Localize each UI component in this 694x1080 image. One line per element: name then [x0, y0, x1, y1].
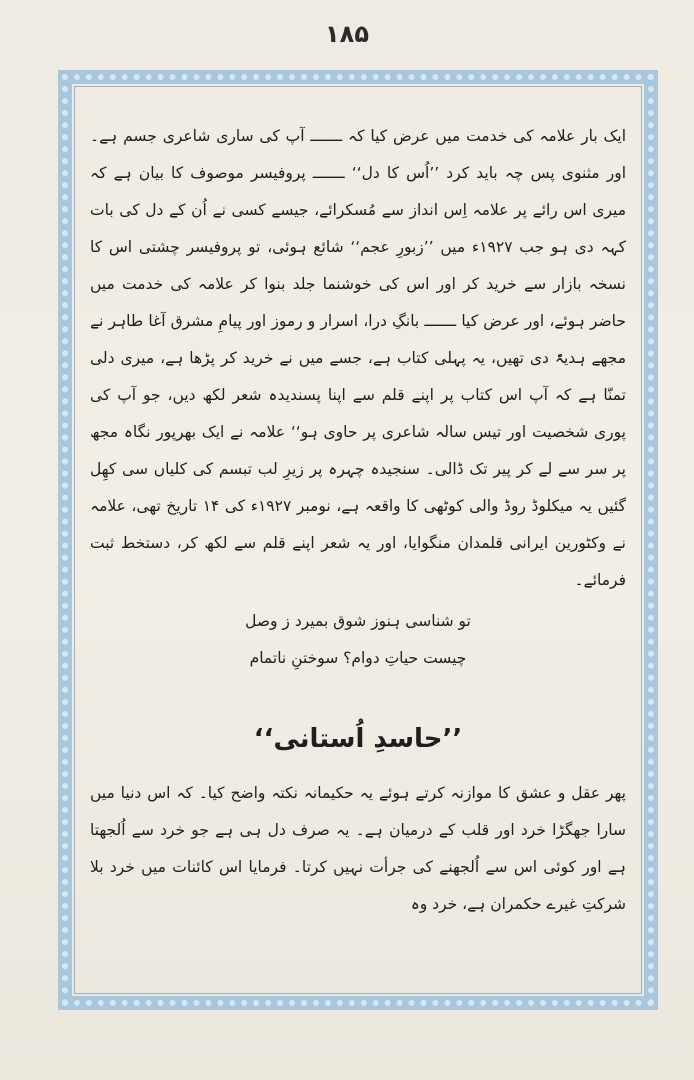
persian-couplet [90, 603, 626, 677]
verse-line-1: تو شناسی ہنوز شوق بمیرد ز وصل [245, 612, 471, 630]
section-heading: ’’حاسدِ اُستانی‘‘ [253, 724, 463, 754]
page-number: ۱۸۵ [325, 20, 369, 48]
body-paragraph-2: پھر عقل و عشق کا موازنہ کرتے ہوئے یہ حکیمانہ نکتہ واضح کیا۔ کہ اس دنیا میں سارا جھگڑا خرد اور قلب کے درمیان ہے۔ یہ صرف دل ہی ہے جو خرد سے اُلجھتا ہے اور کوئی اس سے اُلجھنے کی جرأت نہیں کرتا۔ فرمایا اس کائنات میں خرد بلا شرکتِ غیرے حکمران ہے، خرد وہ [90, 784, 626, 913]
page-content [90, 118, 626, 988]
verse-line-2: چیست حیاتِ دوام؟ سوختنِ ناتمام [249, 649, 467, 667]
body-paragraph-1: ایک بار علامہ کی خدمت میں عرض کیا کہ ـــــــ آپ کی ساری شاعری جسم ہے۔ اور مثنوی پس چہ باید کرد ’’اُس کا دل‘‘ ـــــــ پروفیسر موصوف کا بیان ہے کہ میری اس رائے پر علامہ اِس انداز سے مُسکرائے، جیسے کسی نے اُن کے دل کی بات کہہ دی ہو جب ۱۹۲۷ء میں ’’زبورِ عجم‘‘ شائع ہوئی، تو پروفیسر چشتی اس کا نسخہ بازار سے خرید کر اور اس کی خوشنما جلد بنوا کر علامہ کی خدمت میں حاضر ہوئے، اور عرض کیا ـــــــ بانگِ درا، اسرار و رموز اور پیامِ مشرق آغا طاہر نے مجھے ہدیۃً دی تھیں، یہ پہلی کتاب ہے، جسے میں نے خرید کر پڑھا ہے، میری دلی تمنّا ہے کہ آپ اس کتاب پر اپنے قلم سے اپنا پسندیدہ شعر لکھ دیں، جو آپ کی پوری شخصیت اور تیس سالہ شاعری پر حاوی ہو‘‘ علامہ نے ایک بھرپور نگاہ مجھ پر سر سے لے کر پیر تک ڈالی۔ سنجیدہ چہرہ پر زیرِ لب تبسم کی کلیاں سی کھِل گئیں یہ میکلوڈ روڈ والی کوٹھی کا واقعہ ہے، نومبر ۱۹۲۷ء کی ۱۴ تاریخ تھی، علامہ نے وکٹورین ایرانی قلمدان منگوایا، اور یہ شعر اپنے قلم سے لکھ کر، دستخط ثبت فرمائے۔ [90, 127, 626, 589]
